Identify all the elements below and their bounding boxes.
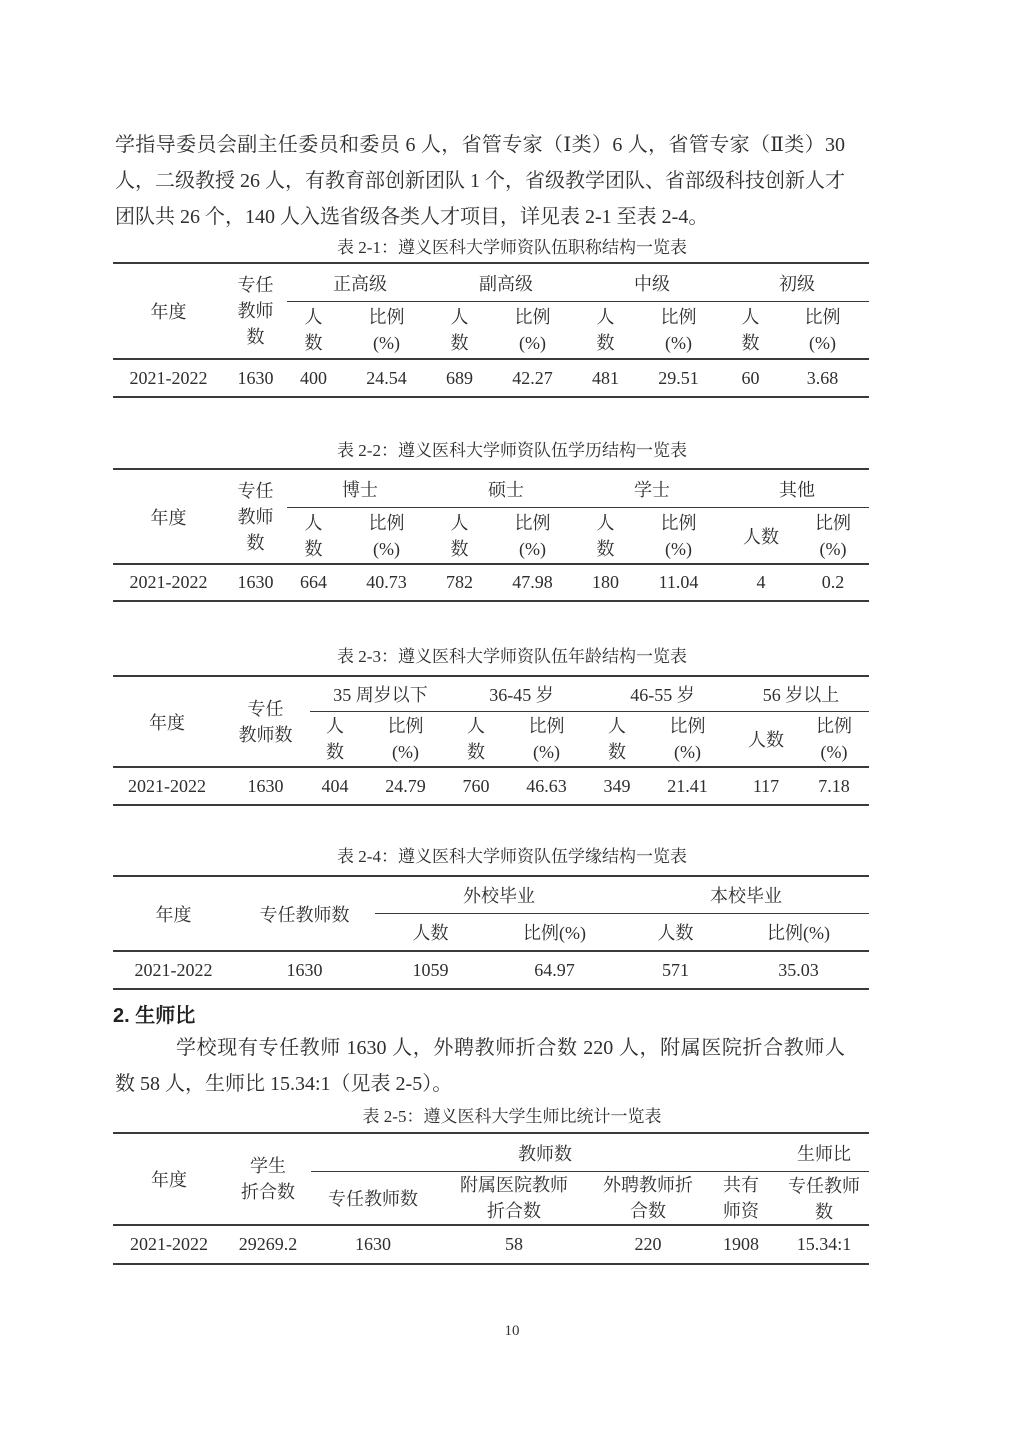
- table-2-4: [113, 875, 869, 990]
- header-line: 人: [741, 307, 760, 327]
- header-line: 教师数: [238, 724, 293, 745]
- header-group-under-35: 35 周岁以下: [310, 676, 451, 712]
- table-cell: 11.04: [632, 564, 725, 601]
- header-line: 教师: [237, 506, 274, 527]
- header-line: 数: [246, 327, 265, 347]
- header-year: 年度: [150, 302, 187, 322]
- header-count: [433, 302, 486, 360]
- header-ratio: [642, 712, 733, 768]
- table-cell: 0.2: [797, 564, 869, 601]
- table-cell: 404: [310, 767, 360, 805]
- header-count: [579, 508, 632, 565]
- table-2-2: [113, 468, 869, 602]
- table-cell: 58: [435, 1225, 593, 1264]
- header-line: (%): [809, 333, 836, 353]
- table-row: [113, 951, 869, 989]
- header-line: 数: [596, 333, 615, 353]
- table-cell: 42.27: [486, 359, 579, 397]
- header-group-associate-senior: 副高级: [433, 263, 579, 302]
- header-ratio: [632, 508, 725, 565]
- header-count: [592, 712, 642, 768]
- header-line: 共有: [723, 1175, 759, 1195]
- header-line: 比例: [368, 512, 405, 533]
- table-2-1-title: 表 2-1：遵义医科大学师资队伍职称结构一览表: [337, 238, 687, 257]
- table-cell: 29.51: [632, 359, 725, 397]
- header-line: 数: [304, 538, 323, 559]
- header-line: 人: [467, 716, 485, 736]
- header-line: 人: [450, 512, 469, 533]
- table-cell: 4: [725, 564, 797, 601]
- header-group-doctorate: 博士: [287, 469, 433, 508]
- header-line: 专任: [237, 275, 274, 295]
- header-group-master: 硕士: [433, 469, 579, 508]
- table-cell: 1630: [234, 951, 375, 989]
- table-2-5: [113, 1132, 869, 1265]
- table-cell: 782: [433, 564, 486, 601]
- header-line: 数: [450, 538, 469, 559]
- table-cell: 47.98: [486, 564, 579, 601]
- table-cell: 1630: [221, 767, 310, 805]
- header-count: 人数: [412, 923, 449, 943]
- header-student-equivalent: [225, 1133, 311, 1225]
- header-year: 年度: [149, 712, 185, 733]
- header-line: (%): [373, 538, 400, 559]
- header-line: 数: [326, 742, 344, 762]
- student-teacher-paragraph: 学校现有专任教师 1630 人，外聘教师折合数 220 人，附属医院折合教师人数 58 人，生师比 15.34:1（见表 2-5）。: [115, 1037, 845, 1095]
- header-ratio: [360, 712, 451, 768]
- header-line: 比例: [368, 307, 405, 327]
- header-line: 比例: [660, 512, 697, 533]
- header-line: 数: [304, 333, 323, 353]
- header-group-bachelor: 学士: [579, 469, 725, 508]
- header-line: 比例: [387, 716, 424, 736]
- table-cell: 1630: [224, 359, 287, 397]
- header-ratio: [632, 302, 725, 360]
- header-line: 专任: [237, 480, 274, 501]
- table-cell: 349: [592, 767, 642, 805]
- header-ratio: [340, 508, 433, 565]
- header-group-intermediate: 中级: [579, 263, 725, 302]
- table-row: [113, 767, 869, 805]
- header-line: (%): [519, 538, 546, 559]
- header-line: (%): [674, 742, 701, 762]
- header-group-46-55: 46-55 岁: [592, 676, 733, 712]
- table-cell: 2021-2022: [113, 1225, 225, 1264]
- header-line: (%): [665, 538, 692, 559]
- table-2-3-title: 表 2-3：遵义医科大学师资队伍年龄结构一览表: [337, 647, 687, 666]
- header-group-external-graduates: 外校毕业: [375, 876, 623, 914]
- header-count: [310, 712, 360, 768]
- table-cell: 3.68: [776, 359, 869, 397]
- header-ratio-fulltime-teachers: 专任教师数: [788, 1176, 860, 1222]
- header-line: 数: [741, 333, 760, 353]
- header-line: (%): [819, 538, 847, 559]
- header-count: [579, 302, 632, 360]
- table-cell: 689: [433, 359, 486, 397]
- header-line: 专任: [247, 698, 284, 719]
- header-line: 合数: [630, 1201, 666, 1221]
- table-cell: 64.97: [486, 951, 623, 989]
- header-line: 人: [596, 307, 615, 327]
- header-line: (%): [373, 333, 400, 353]
- header-fulltime-teachers: 专任教师数: [259, 904, 350, 925]
- header-group-over-56: 56 岁以上: [733, 676, 869, 712]
- table-cell: 35.03: [728, 951, 869, 989]
- table-cell: 24.79: [360, 767, 451, 805]
- table-2-1: [113, 262, 869, 398]
- header-line: 数: [450, 333, 469, 353]
- header-ratio: [486, 302, 579, 360]
- header-count: [725, 302, 776, 360]
- table-cell: 1908: [703, 1225, 779, 1264]
- header-ratio: [486, 508, 579, 565]
- table-cell: 2021-2022: [113, 767, 221, 805]
- header-line: 比例: [528, 716, 565, 736]
- table-cell: 2021-2022: [113, 359, 224, 397]
- header-ratio: 比例(%): [767, 923, 830, 943]
- table-cell: 29269.2: [225, 1225, 311, 1264]
- header-count: [287, 508, 340, 565]
- table-row: [113, 1225, 869, 1264]
- table-cell: 117: [733, 767, 799, 805]
- header-fulltime-teachers: [221, 676, 310, 767]
- header-group-senior: 正高级: [287, 263, 433, 302]
- header-line: 人: [304, 512, 323, 533]
- table-cell: 24.54: [340, 359, 433, 397]
- header-count: 人数: [743, 526, 779, 547]
- table-cell: 481: [579, 359, 632, 397]
- header-line: 数: [596, 538, 615, 559]
- table-cell: 1630: [224, 564, 287, 601]
- table-cell: 60: [725, 359, 776, 397]
- header-count: [287, 302, 340, 360]
- table-cell: 7.18: [799, 767, 869, 805]
- header-line: 数: [246, 532, 265, 553]
- header-line: 人: [304, 307, 323, 327]
- header-line: 人: [450, 307, 469, 327]
- section-heading: 2. 生师比: [113, 1005, 196, 1027]
- header-line: 外聘教师折: [603, 1175, 693, 1195]
- table-row: [113, 359, 869, 397]
- table-row: [113, 564, 869, 601]
- table-2-2-title: 表 2-2：遵义医科大学师资队伍学历结构一览表: [337, 441, 687, 460]
- header-line: 比例: [815, 512, 851, 533]
- header-count: [451, 712, 501, 768]
- header-ratio: 比例(%): [523, 923, 586, 943]
- header-affiliated-hospital-teachers: [435, 1172, 593, 1226]
- header-total-faculty: [703, 1172, 779, 1226]
- header-line: 人: [326, 716, 344, 736]
- header-year: 年度: [150, 507, 187, 528]
- page-number: 10: [504, 1323, 520, 1339]
- header-group-teacher-count: 教师数: [311, 1133, 779, 1172]
- table-cell: 664: [287, 564, 340, 601]
- header-line: 数: [608, 742, 626, 762]
- table-cell: 15.34:1: [779, 1225, 869, 1264]
- header-year: 年度: [155, 904, 192, 925]
- header-ratio: [776, 302, 869, 360]
- table-2-4-title: 表 2-4：遵义医科大学师资队伍学缘结构一览表: [337, 847, 687, 866]
- header-line: 比例: [514, 307, 551, 327]
- header-line: (%): [665, 333, 692, 353]
- header-line: 附属医院教师: [460, 1175, 568, 1195]
- header-external-teachers: [593, 1172, 703, 1226]
- header-ratio: [799, 712, 869, 768]
- header-fulltime-teachers: 专任教师数: [328, 1189, 418, 1209]
- header-group-junior: 初级: [725, 263, 869, 302]
- table-cell: 1630: [311, 1225, 435, 1264]
- header-ratio: [340, 302, 433, 360]
- header-line: (%): [820, 742, 848, 762]
- table-cell: 21.41: [642, 767, 733, 805]
- header-line: (%): [392, 742, 419, 762]
- table-cell: 180: [579, 564, 632, 601]
- header-line: (%): [533, 742, 560, 762]
- header-fulltime-teachers: [224, 263, 287, 359]
- table-cell: 400: [287, 359, 340, 397]
- header-line: 人: [596, 512, 615, 533]
- table-2-3: [113, 675, 869, 806]
- header-line: 教师: [237, 301, 274, 321]
- header-line: 师资: [723, 1201, 759, 1221]
- table-cell: 46.63: [501, 767, 592, 805]
- header-group-36-45: 36-45 岁: [451, 676, 592, 712]
- header-ratio: [797, 508, 869, 565]
- table-cell: 760: [451, 767, 501, 805]
- table-cell: 2021-2022: [113, 951, 234, 989]
- header-line: 比例: [514, 512, 551, 533]
- header-line: (%): [519, 333, 546, 353]
- header-group-other: 其他: [725, 469, 869, 508]
- header-line: 折合数: [241, 1182, 295, 1202]
- table-cell: 1059: [375, 951, 486, 989]
- header-year: 年度: [151, 1170, 187, 1190]
- table-cell: 2021-2022: [113, 564, 224, 601]
- table-cell: 571: [623, 951, 728, 989]
- table-cell: 220: [593, 1225, 703, 1264]
- header-line: 数: [467, 742, 485, 762]
- header-line: 比例: [804, 307, 841, 327]
- header-line: 学生: [250, 1156, 286, 1176]
- header-line: 人: [608, 716, 626, 736]
- header-group-student-teacher-ratio: 生师比: [779, 1133, 869, 1172]
- header-count: 人数: [748, 730, 784, 750]
- intro-paragraph: 学指导委员会副主任委员和委员 6 人，省管专家（Ⅰ类）6 人，省管专家（Ⅱ类）30 人，二级教授 26 人，有教育部创新团队 1 个，省级教学团队、省部级科技创新人才团队共 26 个，140 人入选省级各类人才项目，详见表 2-1 至表 2-4。: [115, 134, 845, 228]
- header-fulltime-teachers: [224, 469, 287, 564]
- header-ratio: [501, 712, 592, 768]
- table-cell: 40.73: [340, 564, 433, 601]
- table-2-5-title: 表 2-5：遵义医科大学生师比统计一览表: [362, 1107, 662, 1126]
- header-count: [433, 508, 486, 565]
- header-line: 比例: [660, 307, 697, 327]
- header-group-internal-graduates: 本校毕业: [623, 876, 869, 914]
- header-line: 折合数: [487, 1201, 541, 1221]
- header-line: 比例: [669, 716, 706, 736]
- header-line: 比例: [816, 716, 852, 736]
- header-count: 人数: [657, 923, 694, 943]
